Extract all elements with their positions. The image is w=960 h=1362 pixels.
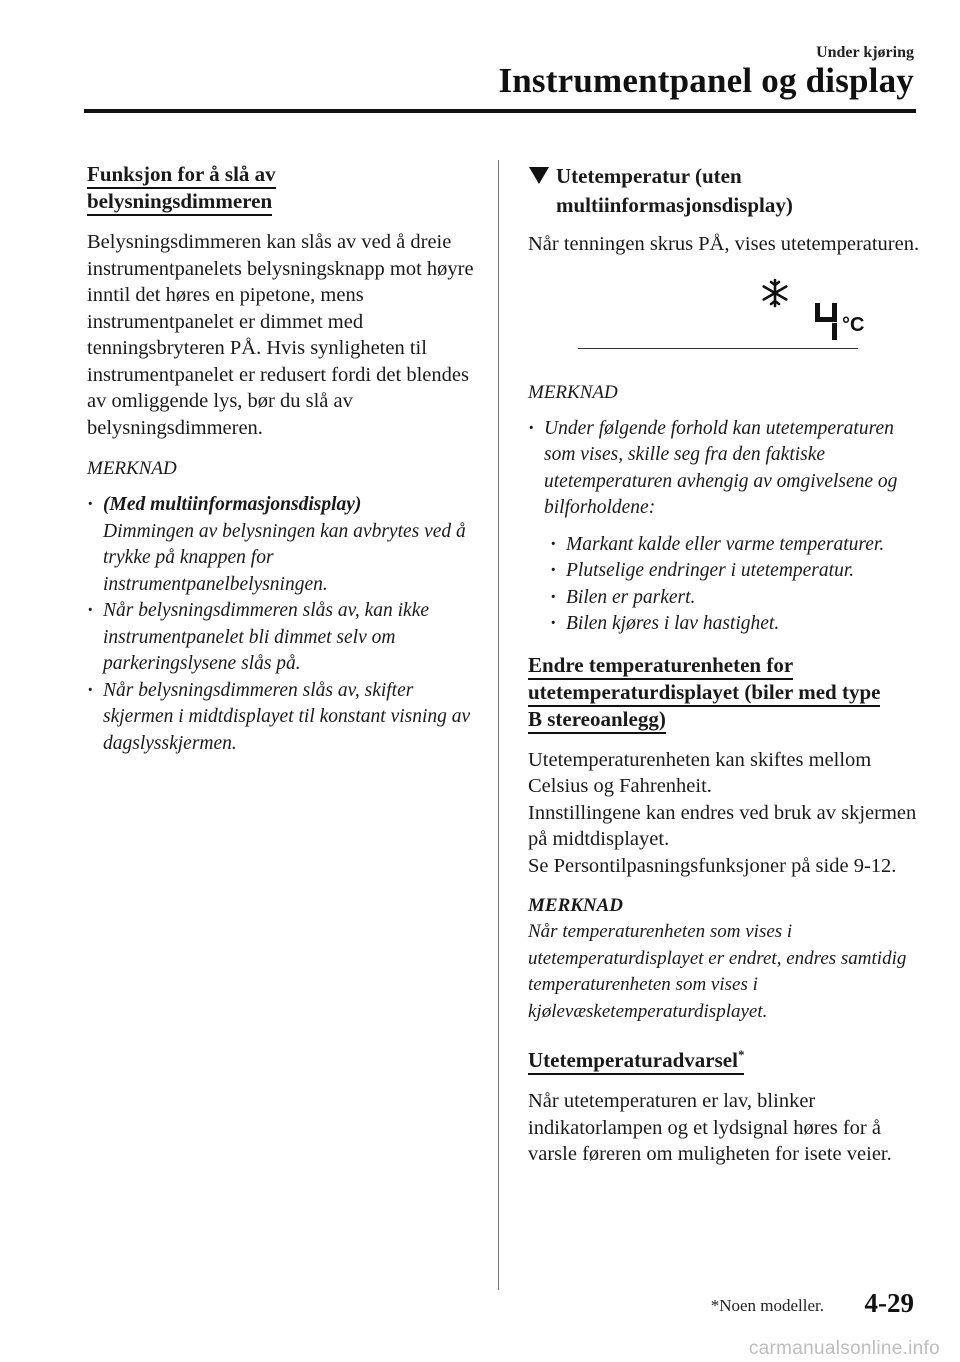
- unit-change-heading-line2: utetemperaturdisplayet (biler med type: [528, 680, 880, 707]
- footnote: *Noen modeller.: [710, 1296, 824, 1315]
- segment-digit-icon: [814, 302, 840, 342]
- unit-change-paragraph: Utetemperaturenheten kan skiftes mellom Celsius og Fahrenheit.: [528, 748, 872, 797]
- note-label: MERKNAD: [528, 895, 624, 916]
- dimmer-heading-line1: Funksjon for å slå av: [87, 162, 276, 189]
- dimmer-heading-line2: belysningsdimmeren: [87, 189, 272, 216]
- footnote-mark: *: [737, 1047, 745, 1062]
- condition-list: [528, 532, 920, 638]
- temp-warning-heading-text: Utetemperaturadvarsel*: [528, 1048, 744, 1075]
- list-item: · Bilen kjøres i lav hastighet.: [550, 611, 920, 638]
- note-text: Dimmingen av belysningen kan avbrytes ved å trykke på knappen for instrumentpanelbelysningen.: [103, 520, 466, 595]
- note-lead: (Med multiinformasjonsdisplay): [103, 494, 362, 515]
- note-label: MERKNAD: [87, 458, 177, 479]
- note-list: [87, 492, 481, 757]
- unit-change-heading-line3: B stereoanlegg): [528, 707, 666, 734]
- watermark: carmanualsonline.info: [748, 1338, 940, 1359]
- outside-temp-heading-line2: multiinformasjonsdisplay): [556, 193, 793, 217]
- note-text: Under følgende forhold kan utetemperaturen som vises, skille seg fra den faktiske utetemperaturen avhengig av omgivelsene og bilforholdene:: [544, 417, 898, 518]
- dimmer-heading: [87, 161, 481, 215]
- temperature-unit: °C: [842, 313, 865, 336]
- header-rule: [84, 109, 916, 113]
- snowflake-icon: [760, 278, 790, 308]
- list-item: [87, 492, 481, 598]
- list-item: [87, 678, 481, 758]
- list-item: [528, 416, 920, 522]
- settings-paragraph: Innstillingene kan endres ved bruk av skjermen på midtdisplayet.: [528, 801, 917, 850]
- list-item: · Markant kalde eller varme temperaturer.: [550, 532, 920, 559]
- reference-paragraph: Se Persontilpasningsfunksjoner på side 9-12.: [528, 854, 897, 877]
- list-item: · Plutselige endringer i utetemperatur.: [550, 558, 920, 585]
- outside-temp-display: [528, 278, 920, 358]
- triangle-marker-icon: [528, 167, 550, 185]
- unit-note-text: Når temperaturenheten som vises i utetemperaturdisplayet er endret, endres samtidig temperaturenheten som vises i kjølevæsketemperaturdisplayet.: [528, 921, 907, 1022]
- note-list: [528, 416, 920, 522]
- display-underline: [578, 348, 858, 349]
- list-item: [87, 598, 481, 678]
- section-label: Under kjøring: [816, 44, 914, 61]
- note-text: Når belysningsdimmeren slås av, kan ikke instrumentpanelet bli dimmet selv om parkeringslysene slås på.: [103, 600, 430, 674]
- temp-warning-paragraph: Når utetemperaturen er lav, blinker indikatorlampen og et lydsignal høres for å varsle føreren om muligheten for isete veier.: [528, 1090, 892, 1165]
- note-text: Når belysningsdimmeren slås av, skifter skjermen i midtdisplayet til konstant visning av dagslysskjermen.: [103, 679, 471, 754]
- left-column: [87, 161, 481, 757]
- dimmer-paragraph: Belysningsdimmeren kan slås av ved å dreie instrumentpanelets belysningsknapp mot høyre inntil det høres en pipetone, mens instrumentpanelet er dimmet med tenningsbryteren PÅ. Hvis synligheten til instrumentpanelet er redusert fordi det blendes av omliggende lys, bør du slå av belysningsdimmeren.: [87, 231, 474, 439]
- column-divider: [498, 160, 499, 1290]
- page-title: Instrumentpanel og display: [498, 61, 914, 100]
- temp-warning-heading: [528, 1041, 920, 1074]
- outside-temp-heading-line1: Utetemperatur (uten: [556, 164, 742, 188]
- outside-temp-heading: [528, 162, 920, 220]
- unit-change-heading-line1: Endre temperaturenheten for: [528, 653, 793, 680]
- page-number: 4-29: [864, 1288, 914, 1318]
- outside-temp-intro: Når tenningen skrus PÅ, vises utetemperaturen.: [528, 233, 920, 255]
- list-item: · Bilen er parkert.: [550, 585, 920, 612]
- right-column: [528, 162, 920, 1168]
- unit-change-heading: [528, 652, 920, 733]
- note-label: MERKNAD: [528, 381, 618, 403]
